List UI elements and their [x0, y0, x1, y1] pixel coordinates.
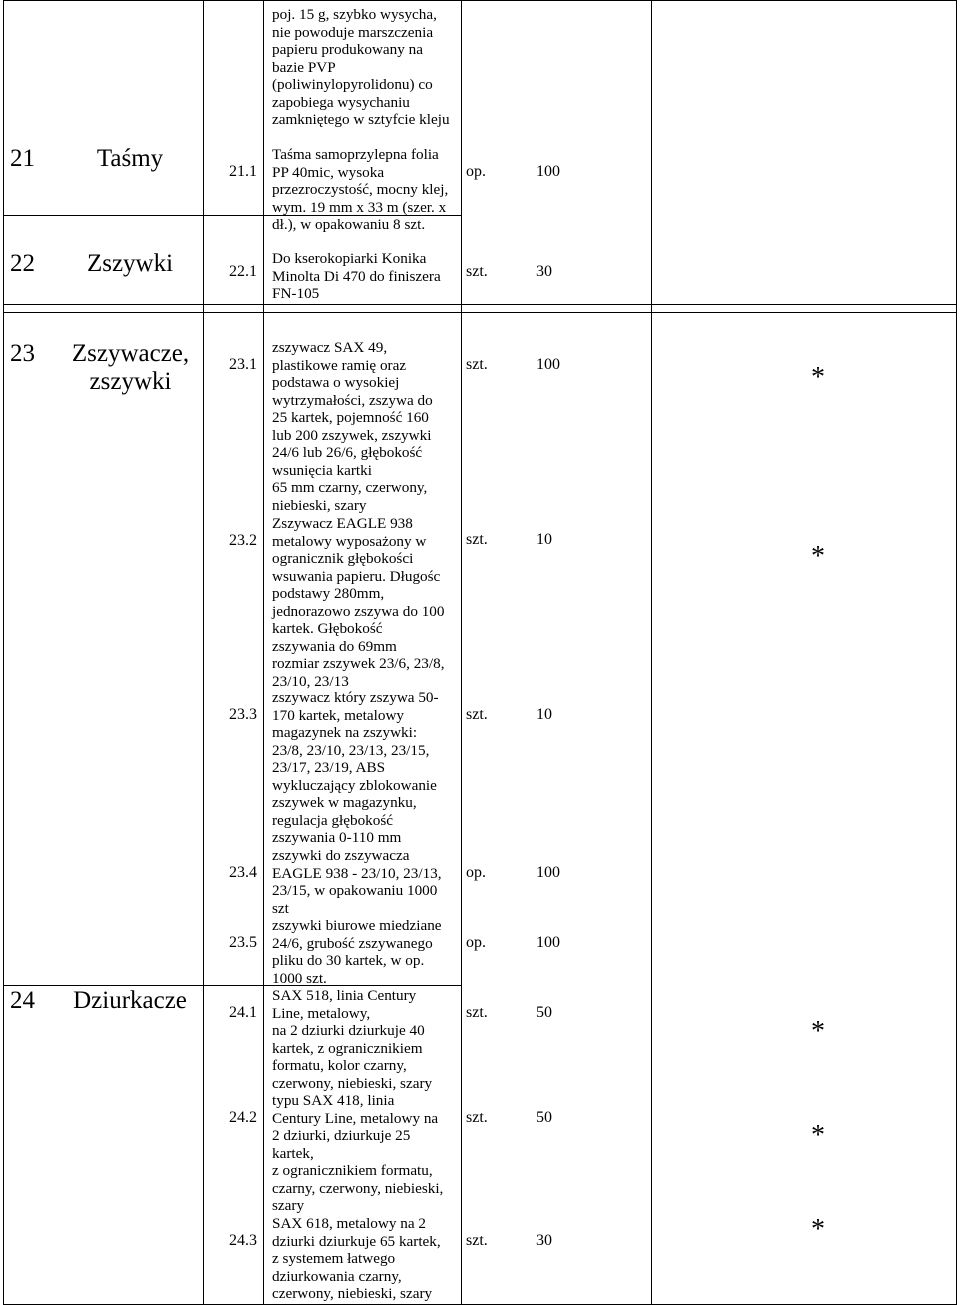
- item-description: SAX 518, linia Century Line, metalowy, na 2 dziurki dziurkuje 40 kartek, z ogranicznikiem formatu, kolor czarny, czerwony, niebieski, szary: [272, 987, 433, 1092]
- item-description: typu SAX 418, linia Century Line, metalowy na 2 dziurki, dziurkuje 25 kartek, z ogranicznikiem formatu, czarny, czerwony, niebieski, szary: [272, 1092, 444, 1214]
- item-unit: szt.: [466, 1004, 488, 1021]
- item-quantity: 30: [536, 1232, 552, 1249]
- category-number: 23: [10, 340, 35, 367]
- item-quantity: 10: [536, 531, 552, 548]
- category-name: Dziurkacze: [73, 987, 187, 1014]
- item-unit: szt.: [466, 531, 488, 548]
- item-quantity: 10: [536, 706, 552, 723]
- item-quantity: 100: [536, 864, 560, 881]
- item-description: Do kserokopiarki Konika Minolta Di 470 do finiszera FN-105: [272, 250, 441, 302]
- item-description: poj. 15 g, szybko wysycha, nie powoduje marszczenia papieru produkowany na bazie PVP (poliwinylopyrolidonu) co zapobiega wysychaniu zamkniętego w sztyfcie kleju: [272, 6, 450, 128]
- item-description: zszywacz SAX 49, plastikowe ramię oraz podstawa o wysokiej wytrzymałości, zszywa do 25 kartek, pojemność 160 lub 200 zszywek, zszywki 24/6 lub 26/6, głębokość wsunięcia kartki 65 mm czarny, czerwony, niebieski, szary: [272, 339, 433, 514]
- item-number: 23.2: [229, 532, 257, 549]
- asterisk-marker: *: [811, 1120, 825, 1151]
- item-unit: szt.: [466, 263, 488, 280]
- item-unit: szt.: [466, 1232, 488, 1249]
- item-number: 23.4: [229, 864, 257, 881]
- category-number: 21: [10, 145, 35, 172]
- item-description: zszywacz który zszywa 50- 170 kartek, metalowy magazynek na zszywki: 23/8, 23/10, 23/13, 23/15, 23/17, 23/19, ABS wykluczający zblokowanie zszywek w magazynku, regulacja głębokość zszywania 0-110 mm: [272, 689, 439, 846]
- category-name: Taśmy: [96, 145, 164, 172]
- item-number: 21.1: [229, 163, 257, 180]
- item-number: 24.1: [229, 1004, 257, 1021]
- item-number: 23.3: [229, 706, 257, 723]
- item-unit: op.: [466, 163, 486, 180]
- asterisk-marker: *: [811, 1016, 825, 1047]
- asterisk-marker: *: [811, 541, 825, 572]
- item-description: zszywki do zszywacza EAGLE 938 - 23/10, 23/13, 23/15, w opakowaniu 1000 szt: [272, 847, 442, 917]
- asterisk-marker: *: [811, 1214, 825, 1245]
- item-description: SAX 618, metalowy na 2 dziurki dziurkuje 65 kartek, z systemem łatwego dziurkowania czarny, czerwony, niebieski, szary: [272, 1215, 441, 1302]
- asterisk-marker: *: [811, 362, 825, 393]
- category-name: Zszywacze, zszywki: [71, 340, 190, 395]
- item-quantity: 50: [536, 1109, 552, 1126]
- item-description: zszywki biurowe miedziane 24/6, grubość zszywanego pliku do 30 kartek, w op. 1000 szt.: [272, 917, 442, 987]
- item-number: 24.2: [229, 1109, 257, 1126]
- item-unit: szt.: [466, 1109, 488, 1126]
- item-quantity: 100: [536, 163, 560, 180]
- item-quantity: 30: [536, 263, 552, 280]
- item-unit: szt.: [466, 706, 488, 723]
- category-number: 22: [10, 250, 35, 277]
- category-number: 24: [10, 987, 35, 1014]
- item-description: Taśma samoprzylepna folia PP 40mic, wysoka przezroczystość, mocny klej, wym. 19 mm x 33 m (szer. x dł.), w opakowaniu 8 szt.: [272, 146, 449, 233]
- item-description: Zszywacz EAGLE 938 metalowy wyposażony w ogranicznik głębokości wsuwania papieru. Długośc podstawy 280mm, jednorazowo zszywa do 100 kartek. Głębokość zszywania do 69mm rozmiar zszywek 23/6, 23/8, 23/10, 23/13: [272, 515, 445, 690]
- item-number: 22.1: [229, 263, 257, 280]
- category-name: Zszywki: [86, 250, 174, 277]
- item-number: 23.5: [229, 934, 257, 951]
- item-number: 24.3: [229, 1232, 257, 1249]
- item-quantity: 100: [536, 934, 560, 951]
- item-number: 23.1: [229, 356, 257, 373]
- item-quantity: 50: [536, 1004, 552, 1021]
- item-unit: szt.: [466, 356, 488, 373]
- item-unit: op.: [466, 934, 486, 951]
- item-unit: op.: [466, 864, 486, 881]
- item-quantity: 100: [536, 356, 560, 373]
